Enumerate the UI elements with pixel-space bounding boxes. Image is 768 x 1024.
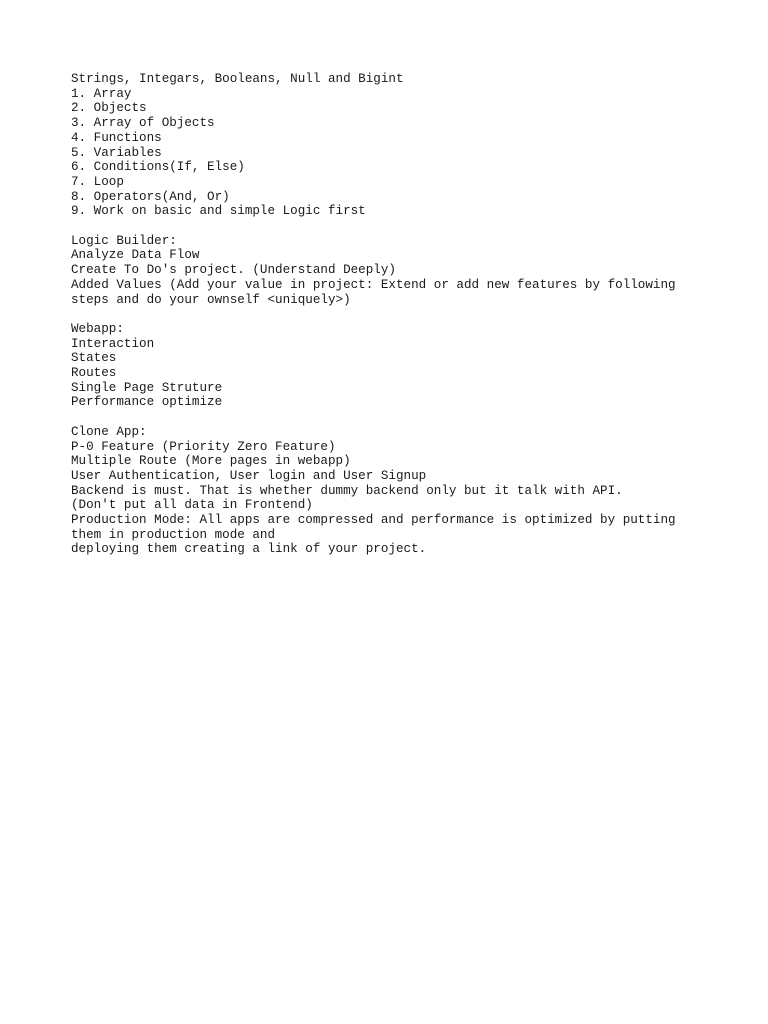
text-line-routes: Routes: [71, 366, 117, 381]
text-line-analyze-data-flow: Analyze Data Flow: [71, 248, 200, 263]
blank-line: [71, 219, 691, 234]
list-item-loop: 7. Loop: [71, 174, 124, 189]
text-line-todo-project: Create To Do's project. (Understand Deeply): [71, 263, 396, 278]
text-line-deploying: deploying them creating a link of your project.: [71, 542, 427, 557]
blank-line: [71, 307, 691, 322]
text-line-multiple-route: Multiple Route (More pages in webapp): [71, 454, 351, 469]
blank-line: [71, 410, 691, 425]
list-item-array: 1. Array: [71, 86, 132, 101]
list-item-logic-first: 9. Work on basic and simple Logic first: [71, 204, 366, 219]
list-item-array-of-objects: 3. Array of Objects: [71, 116, 215, 131]
section-heading-webapp: Webapp:: [71, 321, 124, 336]
text-line-interaction: Interaction: [71, 336, 155, 351]
text-line-added-values-cont: steps and do your ownself <uniquely>): [71, 292, 351, 307]
list-item-variables: 5. Variables: [71, 145, 162, 160]
text-line-single-page: Single Page Struture: [71, 380, 223, 395]
text-line-production-mode: Production Mode: All apps are compressed and performance is optimized by putting: [71, 513, 676, 528]
text-line-backend: Backend is must. That is whether dummy backend only but it talk with API.: [71, 483, 623, 498]
document-body: [71, 72, 691, 557]
list-item-objects: 2. Objects: [71, 101, 147, 116]
section-heading-clone-app: Clone App:: [71, 424, 147, 439]
section-heading-logic-builder: Logic Builder:: [71, 233, 177, 248]
list-item-conditions: 6. Conditions(If, Else): [71, 160, 245, 175]
text-line-types: Strings, Integars, Booleans, Null and Bigint: [71, 72, 404, 86]
text-line-production-mode-cont: them in production mode and: [71, 527, 276, 542]
text-line-performance: Performance optimize: [71, 395, 223, 410]
text-line-added-values: Added Values (Add your value in project: Extend or add new features by following: [71, 277, 676, 292]
text-line-frontend-note: (Don't put all data in Frontend): [71, 498, 313, 513]
text-line-user-auth: User Authentication, User login and User Signup: [71, 468, 427, 483]
list-item-functions: 4. Functions: [71, 130, 162, 145]
text-line-states: States: [71, 351, 117, 366]
list-item-operators: 8. Operators(And, Or): [71, 189, 230, 204]
text-line-p0-feature: P-0 Feature (Priority Zero Feature): [71, 439, 336, 454]
